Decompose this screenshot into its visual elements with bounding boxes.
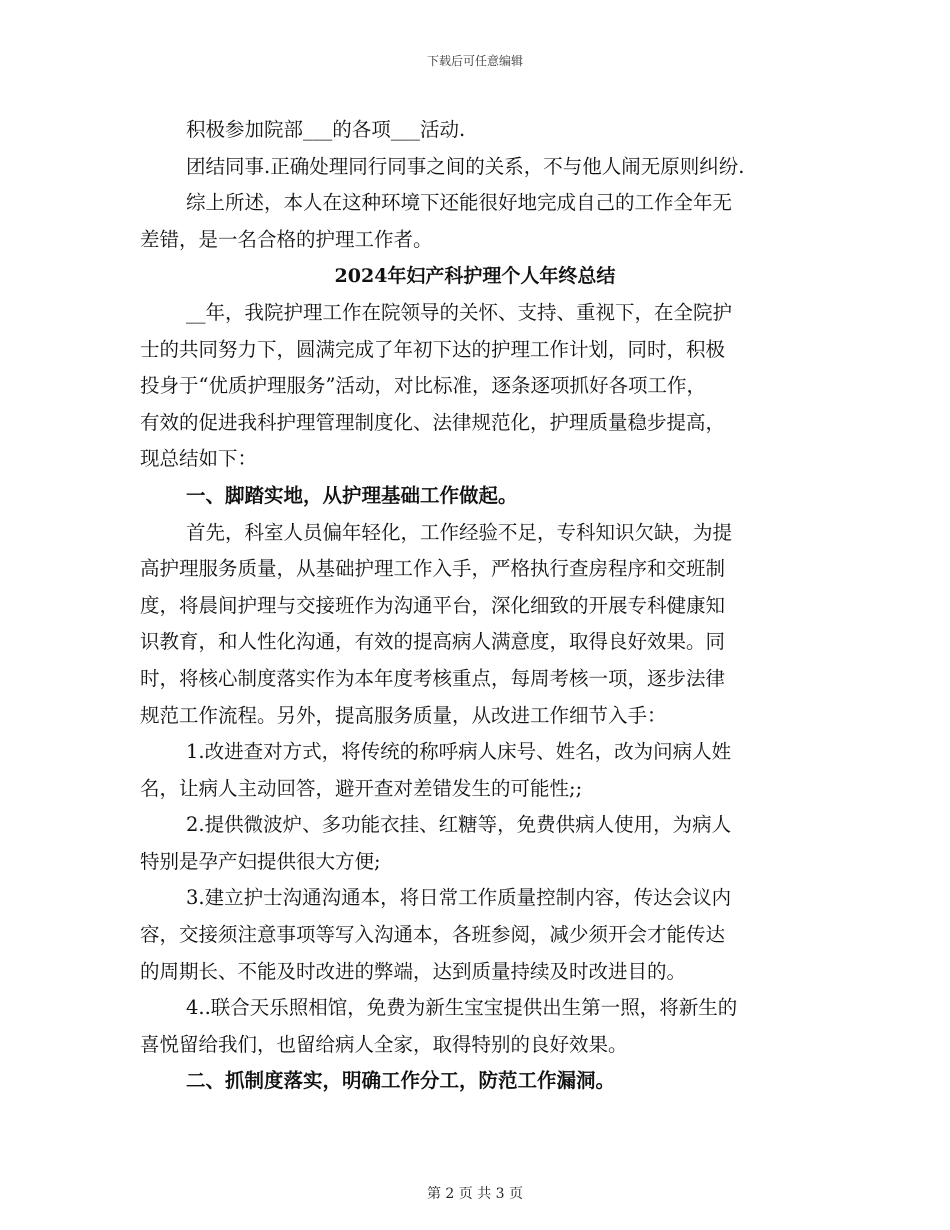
page-footer: 第 2 页 共 3 页 [426,1186,524,1202]
body-line: 积极参加院部___的各项___活动. [186,118,466,141]
list-item: 2.提供微波炉、多功能衣挂、红糖等，免费供病人使用，为病人 [186,813,732,837]
list-item: 4..联合天乐照相馆，免费为新生宝宝提供出生第一照，将新生的 [186,996,738,1020]
body-line: 时，将核心制度落实作为本年度考核重点，每周考核一项，逐步法律 [140,666,726,690]
body-line: 度，将晨间护理与交接班作为沟通平台，深化细致的开展专科健康知 [140,593,726,617]
body-line: 容，交接须注意事项等写入沟通本，各班参阅，减少须开会才能传达 [140,923,726,947]
section-heading: 一、脚踏实地，从护理基础工作做起。 [186,483,518,507]
body-line: 投身于“优质护理服务”活动，对比标准，逐条逐项抓好各项工作， [140,374,706,398]
document-body [140,112,810,1100]
body-line: 士的共同努力下，圆满完成了年初下达的护理工作计划，同时，积极 [140,337,726,361]
body-line: 喜悦留给我们，也留给病人全家，取得特别的良好效果。 [140,1032,628,1056]
section-heading: 二、抓制度落实，明确工作分工，防范工作漏洞。 [186,1069,616,1093]
body-line: 规范工作流程。另外，提高服务质量，从改进工作细节入手： [140,703,667,727]
body-line: 名，让病人主动回答，避开查对差错发生的可能性;; [140,776,583,800]
list-item: 3.建立护士沟通沟通本，将日常工作质量控制内容，传达会议内 [186,886,732,910]
body-line: 高护理服务质量，从基础护理工作入手，严格执行查房程序和交班制 [140,557,726,581]
document-title: 2024年妇产科护理个人年终总结 [334,265,616,288]
body-line: 特别是孕产妇提供很大方便; [140,849,381,873]
page-header: 下载后可任意编辑 [426,54,523,68]
body-line: 首先，科室人员偏年轻化，工作经验不足，专科知识欠缺，为提 [186,520,733,544]
body-line: 团结同事.正确处理同行同事之间的关系，不与他人闹无原则纠纷. [186,154,745,178]
body-line: 综上所述，本人在这种环境下还能很好地完成自己的工作全年无 [186,191,733,215]
body-line: 有效的促进我科护理管理制度化、法律规范化，护理质量稳步提高， [140,410,726,434]
body-line: 现总结如下： [140,447,258,471]
body-line: 差错，是一名合格的护理工作者。 [140,227,433,251]
body-line: __年，我院护理工作在院领导的关怀、支持、重视下，在全院护 [186,300,733,324]
body-line: 的周期长、不能及时改进的弊端，达到质量持续及时改进目的。 [140,959,687,983]
body-line: 识教育，和人性化沟通，有效的提高病人满意度，取得良好效果。同 [140,630,726,654]
list-item: 1.改进查对方式，将传统的称呼病人床号、姓名，改为问病人姓 [186,740,732,764]
